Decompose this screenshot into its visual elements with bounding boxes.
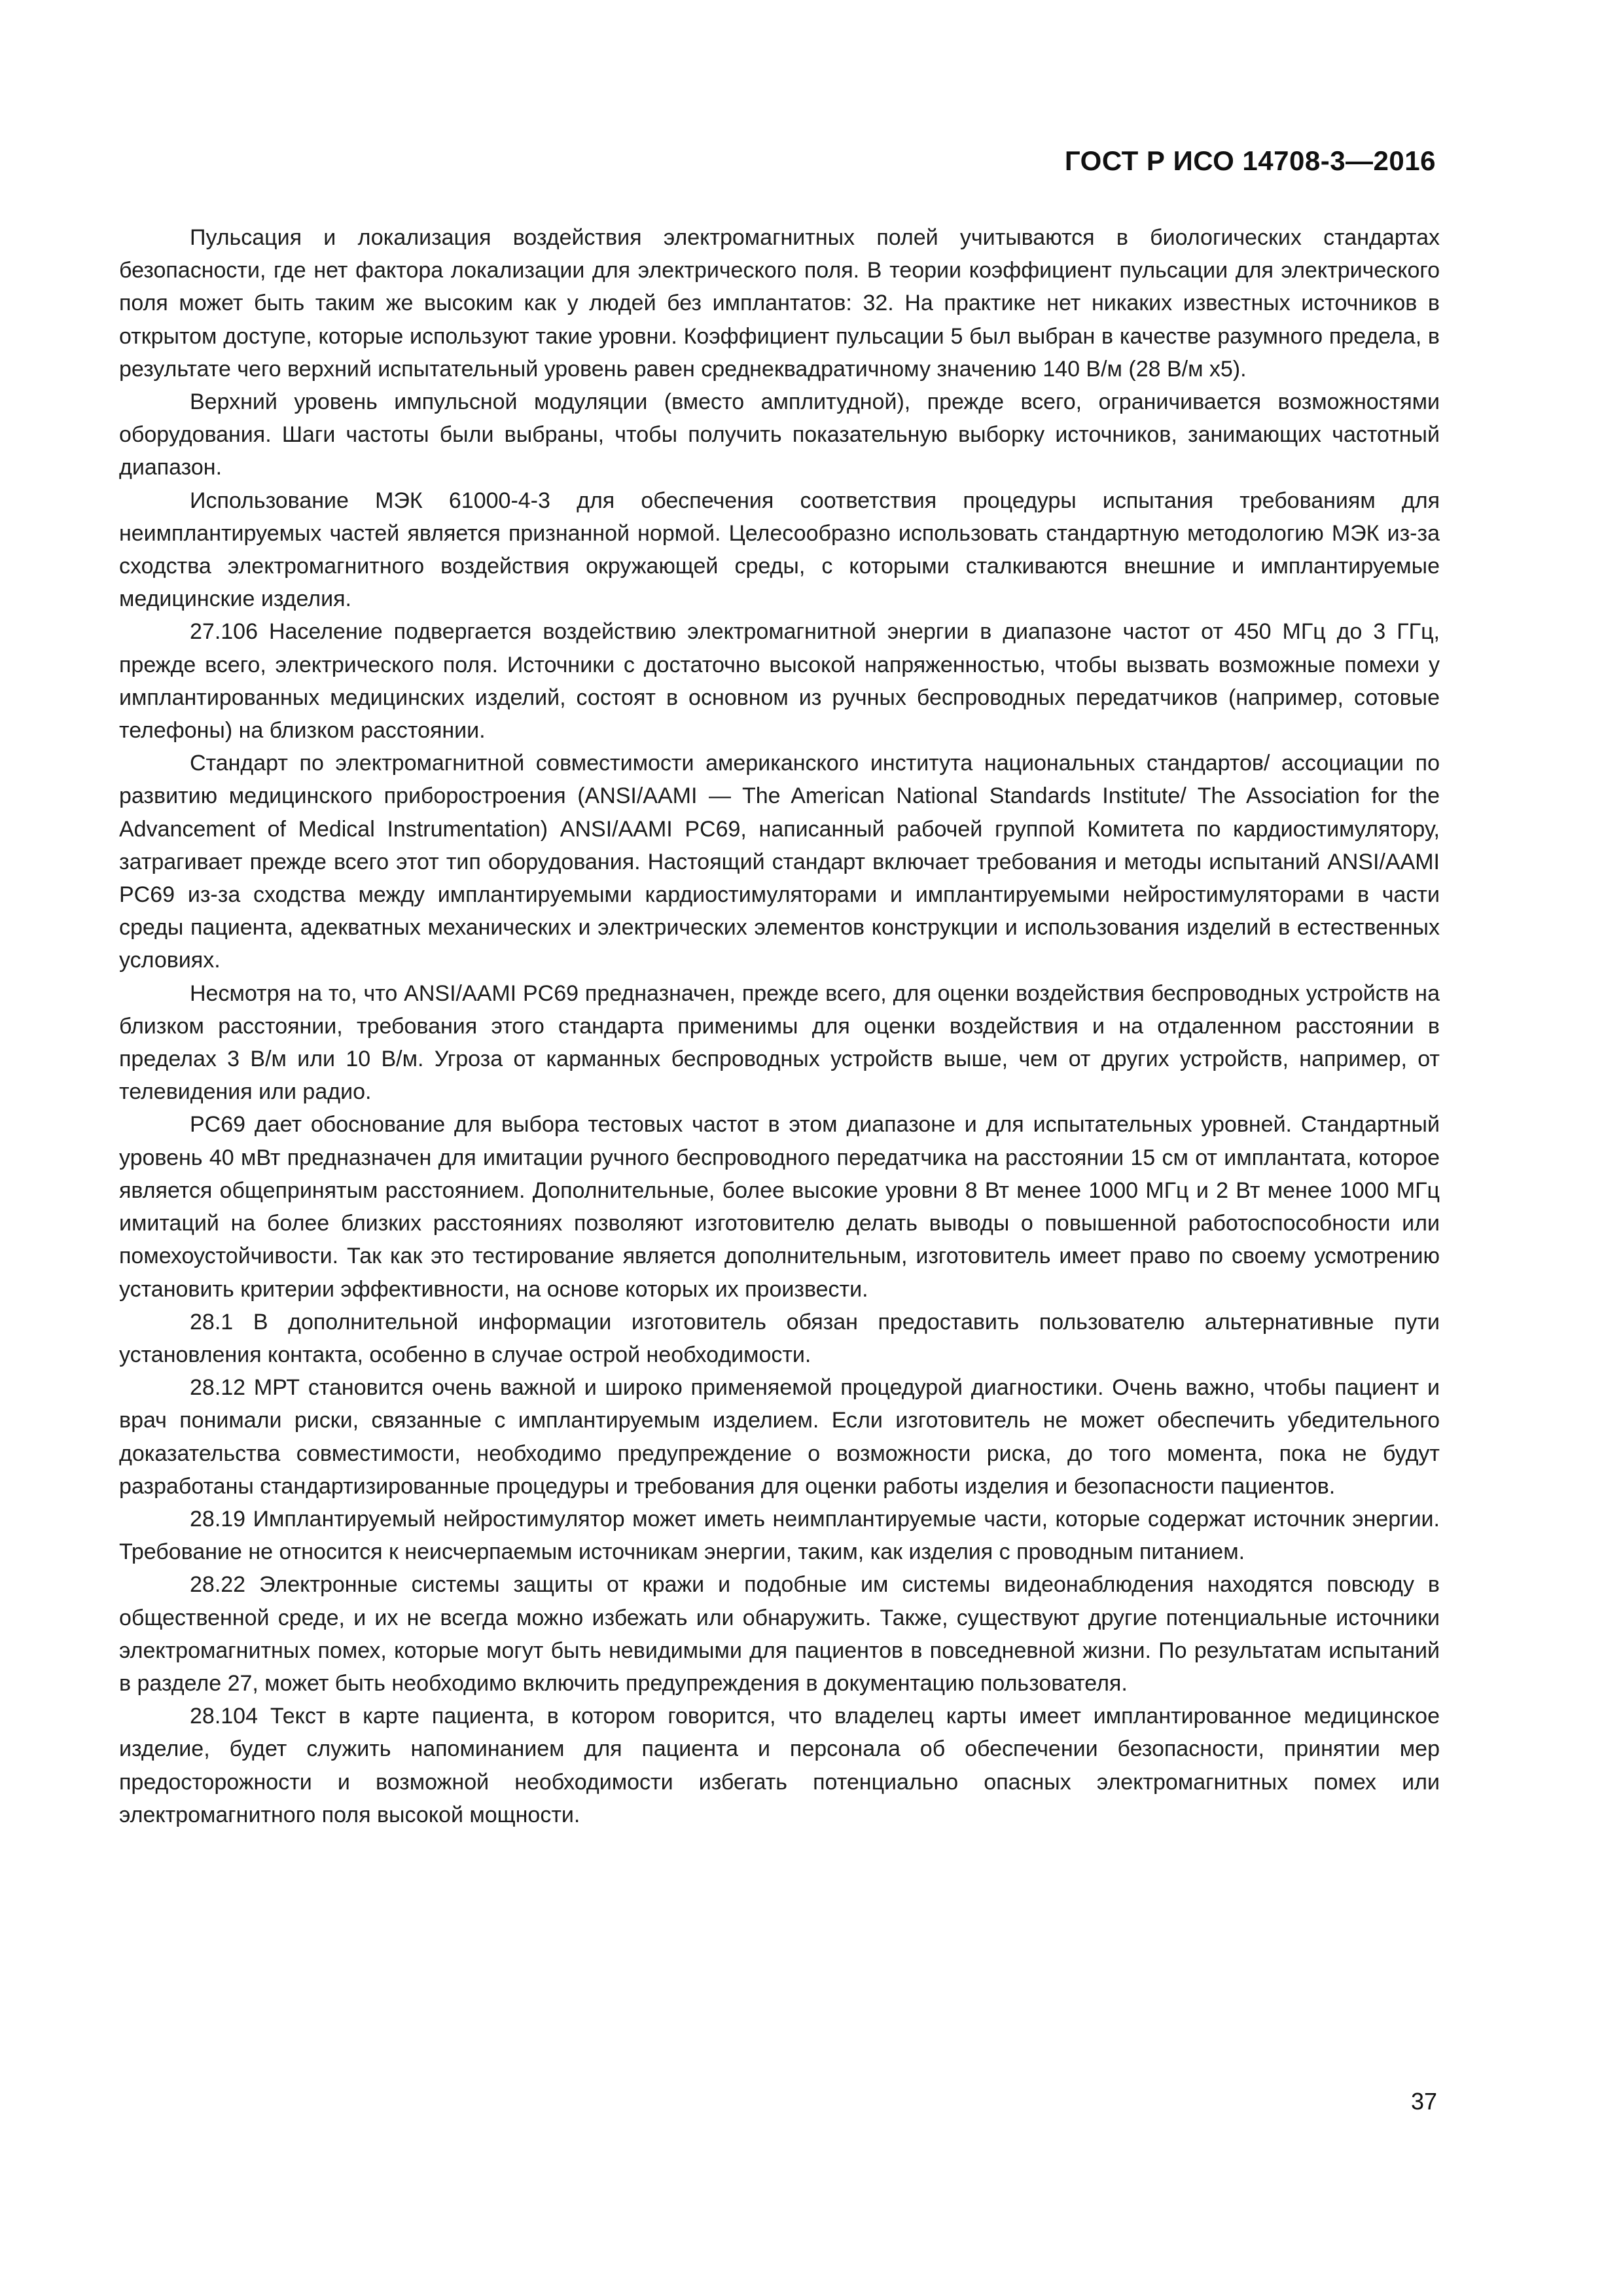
paragraph-ripple-localization: Пульсация и локализация воздействия электромагнитных полей учитываются в биологических стандартах безопасности, где нет фактора локализации для электрического поля. В теории коэффициент пульсации для электрического поля может быть таким же высоким как у людей без имплантатов: 32. На практике нет никаких известных источников в открытом доступе, которые используют такие уровни. Коэффициент пульсации 5 был выбран в качестве разумного предела, в результате чего верхний испытательный уровень равен среднеквадратичному значению 140 В/м (28 В/м x5). — [119, 225, 1440, 382]
paragraph-28-22: 28.22 Электронные системы защиты от кражи и подобные им системы видеонаблюдения находятся повсюду в общественной среде, и их не всегда можно избежать или обнаружить. Также, существуют другие потенциальные источники электромагнитных помех, которые могут быть невидимыми для пациентов в повседневной жизни. По результатам испытаний в разделе 27, может быть необходимо включить предупреждения в документацию пользователя. — [119, 1572, 1440, 1696]
paragraph-iec-61000: Использование МЭК 61000-4-3 для обеспечения соответствия процедуры испытания требованиям для неимплантируемых частей является признанной нормой. Целесообразно использовать стандартную методологию МЭК из-за сходства электромагнитного воздействия окружающей среды, с которыми сталкиваются внешние и имплантируемые медицинские изделия. — [119, 488, 1440, 612]
paragraph-pulse-modulation: Верхний уровень импульсной модуляции (вместо амплитудной), прежде всего, ограничивается возможностями оборудования. Шаги частоты были выбраны, чтобы получить показательную выборку источников, занимающих частотный диапазон. — [119, 389, 1440, 480]
paragraph-pc69-levels: PC69 дает обоснование для выбора тестовых частот в этом диапазоне и для испытательных уровней. Стандартный уровень 40 мВт предназначен для имитации ручного беспроводного передатчика на расстоянии 15 см от имплантата, которое является общепринятым расстоянием. Дополнительные, более высокие уровни 8 Вт менее 1000 МГц и 2 Вт менее 1000 МГц имитаций на более близких расстояниях позволяют изготовителю делать выводы о повышенной работоспособности или помехоустойчивости. Так как это тестирование является дополнительным, изготовитель имеет право по своему усмотрению установить критерии эффективности, на основе которых их произвести. — [119, 1112, 1440, 1302]
paragraph-28-1: 28.1 В дополнительной информации изготовитель обязан предоставить пользователю альтернативные пути установления контакта, особенно в случае острой необходимости. — [119, 1309, 1440, 1367]
paragraph-28-19: 28.19 Имплантируемый нейростимулятор может иметь неимплантируемые части, которые содержат источник энергии. Требование не относится к неисчерпаемым источникам энергии, таким, как изделия с проводным питанием. — [119, 1506, 1440, 1565]
paragraph-27-106: 27.106 Население подвергается воздействию электромагнитной энергии в диапазоне частот от 450 МГц до 3 ГГц, прежде всего, электрического поля. Источники с достаточно высокой напряженностью, чтобы вызвать возможные помехи у имплантированных медицинских изделий, состоят в основном из ручных беспроводных передатчиков (например, сотовые телефоны) на близком расстоянии. — [119, 619, 1440, 744]
page-number: 37 — [1410, 2088, 1437, 2115]
paragraph-ansi-aami-standard: Стандарт по электромагнитной совместимости американского института национальных стандартов/ ассоциации по развитию медицинского приборостроения (ANSI/AAMI — The American National Standards Institute/ The Association for the Advancement of Medical Instrumentation) ANSI/AAMI PC69, написанный рабочей группой Комитета по кардиостимулятору, затрагивает прежде всего этот тип оборудования. Настоящий стандарт включает требования и методы испытаний ANSI/AAMI PC69 из-за сходства между имплантируемыми кардиостимуляторами и имплантируемыми нейростимуляторами в части среды пациента, адекватных механических и электрических элементов конструкции и использования изделий в естественных условиях. — [119, 751, 1440, 973]
standard-header: ГОСТ Р ИСО 14708-3—2016 — [1064, 145, 1436, 176]
paragraph-pc69-purpose: Несмотря на то, что ANSI/AAMI PC69 предназначен, прежде всего, для оценки воздействия беспроводных устройств на близком расстоянии, требования этого стандарта применимы для оценки воздействия и на отдаленном расстоянии в пределах 3 В/м или 10 В/м. Угроза от карманных беспроводных устройств выше, чем от других устройств, например, от телевидения или радио. — [119, 980, 1440, 1105]
body-text — [119, 221, 1440, 1831]
paragraph-28-12: 28.12 МРТ становится очень важной и широко применяемой процедурой диагностики. Очень важно, чтобы пациент и врач понимали риски, связанные с имплантируемым изделием. Если изготовитель не может обеспечить убедительного доказательства совместимости, необходимо предупреждение о возможности риска, до того момента, пока не будут разработаны стандартизированные процедуры и требования для оценки работы изделия и безопасности пациентов. — [119, 1375, 1440, 1499]
paragraph-28-104: 28.104 Текст в карте пациента, в котором говорится, что владелец карты имеет имплантированное медицинское изделие, будет служить напоминанием для пациента и персонала об обеспечении безопасности, принятии мер предосторожности и возможной необходимости избегать потенциально опасных электромагнитных помех или электромагнитного поля высокой мощности. — [119, 1704, 1440, 1827]
